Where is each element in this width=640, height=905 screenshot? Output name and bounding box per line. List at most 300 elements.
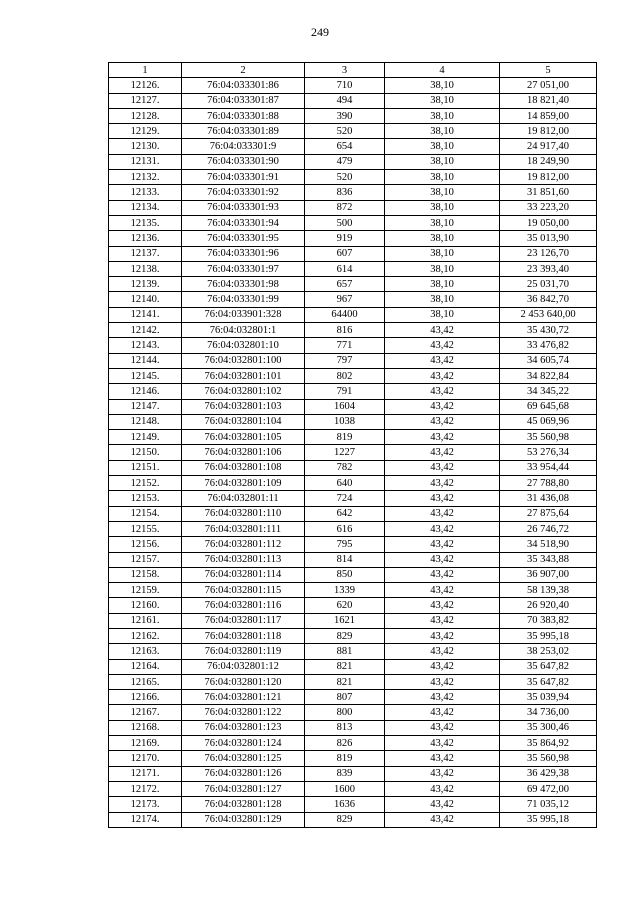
cadastral-number-cell: 76:04:032801:111 [182,521,305,536]
cadastral-number-cell: 76:04:033301:90 [182,154,305,169]
row-number-cell: 12127. [109,93,182,108]
cadastral-number-cell: 76:04:032801:108 [182,460,305,475]
area-cell: 64400 [305,307,385,322]
table-row [109,751,597,766]
value-cell: 35 430,72 [500,323,597,338]
rate-cell: 38,10 [385,154,500,169]
cadastral-number-cell: 76:04:032801:127 [182,781,305,796]
row-number-cell: 12161. [109,613,182,628]
cadastral-number-cell: 76:04:032801:112 [182,537,305,552]
cadastral-number-cell: 76:04:032801:109 [182,476,305,491]
row-number-cell: 12129. [109,124,182,139]
table-row [109,261,597,276]
cadastral-number-cell: 76:04:032801:121 [182,690,305,705]
rate-cell: 38,10 [385,292,500,307]
row-number-cell: 12165. [109,674,182,689]
table-row [109,506,597,521]
cadastral-number-cell: 76:04:032801:100 [182,353,305,368]
table-row [109,720,597,735]
table-row [109,674,597,689]
area-cell: 816 [305,323,385,338]
rate-cell: 38,10 [385,261,500,276]
rate-cell: 38,10 [385,124,500,139]
cadastral-number-cell: 76:04:033301:99 [182,292,305,307]
area-cell: 800 [305,705,385,720]
table-row [109,613,597,628]
rate-cell: 43,42 [385,476,500,491]
area-cell: 826 [305,736,385,751]
rate-cell: 43,42 [385,736,500,751]
area-cell: 520 [305,124,385,139]
value-cell: 33 223,20 [500,200,597,215]
cadastral-number-cell: 76:04:032801:116 [182,598,305,613]
value-cell: 27 875,64 [500,506,597,521]
value-cell: 35 560,98 [500,430,597,445]
table-row [109,292,597,307]
table-row [109,185,597,200]
area-cell: 821 [305,674,385,689]
cadastral-number-cell: 76:04:033301:94 [182,215,305,230]
table-row [109,705,597,720]
value-cell: 35 560,98 [500,751,597,766]
area-cell: 614 [305,261,385,276]
row-number-cell: 12159. [109,583,182,598]
row-number-cell: 12153. [109,491,182,506]
row-number-cell: 12142. [109,323,182,338]
table-row [109,414,597,429]
value-cell: 35 995,18 [500,628,597,643]
table-row [109,628,597,643]
row-number-cell: 12135. [109,215,182,230]
value-cell: 27 788,80 [500,476,597,491]
value-cell: 35 300,46 [500,720,597,735]
rate-cell: 43,42 [385,781,500,796]
cadastral-number-cell: 76:04:033301:95 [182,231,305,246]
value-cell: 36 429,38 [500,766,597,781]
row-number-cell: 12134. [109,200,182,215]
rate-cell: 43,42 [385,537,500,552]
area-cell: 520 [305,170,385,185]
area-cell: 795 [305,537,385,552]
cadastral-number-cell: 76:04:032801:128 [182,797,305,812]
area-cell: 1621 [305,613,385,628]
value-cell: 53 276,34 [500,445,597,460]
rate-cell: 38,10 [385,185,500,200]
rate-cell: 43,42 [385,414,500,429]
area-cell: 1227 [305,445,385,460]
row-number-cell: 12166. [109,690,182,705]
table-row [109,323,597,338]
value-cell: 25 031,70 [500,277,597,292]
rate-cell: 43,42 [385,705,500,720]
row-number-cell: 12145. [109,368,182,383]
table-row [109,690,597,705]
area-cell: 829 [305,812,385,827]
rate-cell: 43,42 [385,491,500,506]
rate-cell: 43,42 [385,323,500,338]
value-cell: 35 039,94 [500,690,597,705]
rate-cell: 43,42 [385,353,500,368]
area-cell: 819 [305,751,385,766]
rate-cell: 43,42 [385,583,500,598]
rate-cell: 38,10 [385,200,500,215]
value-cell: 18 821,40 [500,93,597,108]
table-row [109,215,597,230]
area-cell: 607 [305,246,385,261]
cadastral-number-cell: 76:04:033301:96 [182,246,305,261]
table-row [109,766,597,781]
row-number-cell: 12143. [109,338,182,353]
cadastral-number-cell: 76:04:032801:106 [182,445,305,460]
cadastral-number-cell: 76:04:032801:115 [182,583,305,598]
value-cell: 34 345,22 [500,384,597,399]
table-row [109,246,597,261]
row-number-cell: 12163. [109,644,182,659]
rate-cell: 38,10 [385,277,500,292]
row-number-cell: 12171. [109,766,182,781]
area-cell: 881 [305,644,385,659]
area-cell: 813 [305,720,385,735]
rate-cell: 43,42 [385,368,500,383]
area-cell: 829 [305,628,385,643]
row-number-cell: 12174. [109,812,182,827]
row-number-cell: 12160. [109,598,182,613]
value-cell: 35 995,18 [500,812,597,827]
table-row [109,781,597,796]
value-cell: 2 453 640,00 [500,307,597,322]
area-cell: 620 [305,598,385,613]
header-cell-1: 1 [109,63,182,78]
rate-cell: 38,10 [385,231,500,246]
cadastral-number-cell: 76:04:032801:104 [182,414,305,429]
cadastral-number-cell: 76:04:032801:105 [182,430,305,445]
row-number-cell: 12148. [109,414,182,429]
rate-cell: 38,10 [385,93,500,108]
row-number-cell: 12157. [109,552,182,567]
value-cell: 36 907,00 [500,567,597,582]
cadastral-number-cell: 76:04:032801:120 [182,674,305,689]
value-cell: 58 139,38 [500,583,597,598]
area-cell: 500 [305,215,385,230]
value-cell: 35 013,90 [500,231,597,246]
value-cell: 35 864,92 [500,736,597,751]
rate-cell: 43,42 [385,690,500,705]
table-row [109,521,597,536]
value-cell: 34 736,00 [500,705,597,720]
row-number-cell: 12144. [109,353,182,368]
cadastral-number-cell: 76:04:032801:119 [182,644,305,659]
cadastral-number-cell: 76:04:032801:126 [182,766,305,781]
table-row [109,170,597,185]
rate-cell: 43,42 [385,399,500,414]
value-cell: 31 436,08 [500,491,597,506]
row-number-cell: 12146. [109,384,182,399]
cadastral-number-cell: 76:04:032801:117 [182,613,305,628]
cadastral-number-cell: 76:04:032801:12 [182,659,305,674]
table-row [109,460,597,475]
cadastral-number-cell: 76:04:032801:125 [182,751,305,766]
row-number-cell: 12137. [109,246,182,261]
area-cell: 1636 [305,797,385,812]
page-number: 249 [311,25,329,39]
cadastral-number-cell: 76:04:033901:328 [182,307,305,322]
cadastral-number-cell: 76:04:032801:11 [182,491,305,506]
table-row [109,307,597,322]
area-cell: 710 [305,78,385,93]
area-cell: 640 [305,476,385,491]
cadastral-number-cell: 76:04:033301:91 [182,170,305,185]
table-row [109,797,597,812]
row-number-cell: 12150. [109,445,182,460]
area-cell: 802 [305,368,385,383]
row-number-cell: 12158. [109,567,182,582]
value-cell: 70 383,82 [500,613,597,628]
rate-cell: 38,10 [385,170,500,185]
cadastral-number-cell: 76:04:033301:88 [182,108,305,123]
value-cell: 33 954,44 [500,460,597,475]
area-cell: 724 [305,491,385,506]
value-cell: 34 605,74 [500,353,597,368]
row-number-cell: 12140. [109,292,182,307]
header-cell-4: 4 [385,63,500,78]
table-row [109,124,597,139]
table-row [109,399,597,414]
rate-cell: 43,42 [385,797,500,812]
value-cell: 26 920,40 [500,598,597,613]
rate-cell: 43,42 [385,445,500,460]
value-cell: 38 253,02 [500,644,597,659]
table-header-row [109,63,597,78]
row-number-cell: 12138. [109,261,182,276]
row-number-cell: 12128. [109,108,182,123]
area-cell: 919 [305,231,385,246]
table-row [109,736,597,751]
rate-cell: 43,42 [385,552,500,567]
area-cell: 839 [305,766,385,781]
area-cell: 390 [305,108,385,123]
rate-cell: 43,42 [385,766,500,781]
rate-cell: 43,42 [385,751,500,766]
row-number-cell: 12136. [109,231,182,246]
row-number-cell: 12151. [109,460,182,475]
value-cell: 23 393,40 [500,261,597,276]
rate-cell: 38,10 [385,139,500,154]
value-cell: 69 645,68 [500,399,597,414]
cadastral-number-cell: 76:04:032801:124 [182,736,305,751]
value-cell: 19 812,00 [500,170,597,185]
area-cell: 657 [305,277,385,292]
table-row [109,139,597,154]
area-cell: 479 [305,154,385,169]
cadastral-number-cell: 76:04:033301:87 [182,93,305,108]
header-cell-5: 5 [500,63,597,78]
area-cell: 494 [305,93,385,108]
row-number-cell: 12172. [109,781,182,796]
rate-cell: 43,42 [385,430,500,445]
value-cell: 27 051,00 [500,78,597,93]
row-number-cell: 12156. [109,537,182,552]
rate-cell: 43,42 [385,613,500,628]
value-cell: 31 851,60 [500,185,597,200]
area-cell: 967 [305,292,385,307]
table-row [109,567,597,582]
area-cell: 872 [305,200,385,215]
rate-cell: 38,10 [385,78,500,93]
table-row [109,644,597,659]
rate-cell: 43,42 [385,506,500,521]
table-row [109,537,597,552]
row-number-cell: 12155. [109,521,182,536]
row-number-cell: 12147. [109,399,182,414]
cadastral-number-cell: 76:04:032801:114 [182,567,305,582]
row-number-cell: 12162. [109,628,182,643]
area-cell: 819 [305,430,385,445]
table-row [109,368,597,383]
area-cell: 1339 [305,583,385,598]
area-cell: 821 [305,659,385,674]
area-cell: 642 [305,506,385,521]
row-number-cell: 12149. [109,430,182,445]
cadastral-number-cell: 76:04:032801:1 [182,323,305,338]
row-number-cell: 12141. [109,307,182,322]
rate-cell: 38,10 [385,215,500,230]
table-row [109,154,597,169]
value-cell: 45 069,96 [500,414,597,429]
cadastral-number-cell: 76:04:033301:89 [182,124,305,139]
rate-cell: 43,42 [385,598,500,613]
row-number-cell: 12132. [109,170,182,185]
rate-cell: 43,42 [385,674,500,689]
cadastral-number-cell: 76:04:032801:10 [182,338,305,353]
value-cell: 14 859,00 [500,108,597,123]
row-number-cell: 12170. [109,751,182,766]
rate-cell: 38,10 [385,246,500,261]
value-cell: 19 812,00 [500,124,597,139]
table-row [109,231,597,246]
table-row [109,552,597,567]
cadastral-number-cell: 76:04:033301:86 [182,78,305,93]
cadastral-number-cell: 76:04:033301:97 [182,261,305,276]
cadastral-number-cell: 76:04:033301:98 [182,277,305,292]
table-row [109,93,597,108]
table-body [109,63,597,828]
row-number-cell: 12173. [109,797,182,812]
table-row [109,659,597,674]
rate-cell: 43,42 [385,521,500,536]
value-cell: 35 343,88 [500,552,597,567]
rate-cell: 43,42 [385,338,500,353]
row-number-cell: 12167. [109,705,182,720]
value-cell: 18 249,90 [500,154,597,169]
value-cell: 34 518,90 [500,537,597,552]
table-row [109,277,597,292]
rate-cell: 43,42 [385,644,500,659]
table-row [109,108,597,123]
row-number-cell: 12169. [109,736,182,751]
rate-cell: 43,42 [385,628,500,643]
area-cell: 850 [305,567,385,582]
data-table [108,62,597,828]
value-cell: 36 842,70 [500,292,597,307]
value-cell: 34 822,84 [500,368,597,383]
value-cell: 71 035,12 [500,797,597,812]
table-row [109,812,597,827]
row-number-cell: 12126. [109,78,182,93]
table-row [109,476,597,491]
rate-cell: 43,42 [385,720,500,735]
rate-cell: 38,10 [385,307,500,322]
area-cell: 771 [305,338,385,353]
cadastral-number-cell: 76:04:032801:110 [182,506,305,521]
cadastral-number-cell: 76:04:032801:118 [182,628,305,643]
row-number-cell: 12152. [109,476,182,491]
rate-cell: 43,42 [385,384,500,399]
cadastral-number-cell: 76:04:033301:92 [182,185,305,200]
table-row [109,384,597,399]
rate-cell: 43,42 [385,460,500,475]
row-number-cell: 12164. [109,659,182,674]
area-cell: 797 [305,353,385,368]
table-row [109,598,597,613]
area-cell: 807 [305,690,385,705]
rate-cell: 38,10 [385,108,500,123]
value-cell: 33 476,82 [500,338,597,353]
value-cell: 24 917,40 [500,139,597,154]
area-cell: 1600 [305,781,385,796]
cadastral-number-cell: 76:04:032801:102 [182,384,305,399]
header-cell-3: 3 [305,63,385,78]
area-cell: 654 [305,139,385,154]
rate-cell: 43,42 [385,567,500,582]
rate-cell: 43,42 [385,812,500,827]
value-cell: 35 647,82 [500,674,597,689]
rate-cell: 43,42 [385,659,500,674]
cadastral-number-cell: 76:04:033301:93 [182,200,305,215]
table-row [109,78,597,93]
area-cell: 616 [305,521,385,536]
cadastral-number-cell: 76:04:032801:103 [182,399,305,414]
area-cell: 1604 [305,399,385,414]
area-cell: 1038 [305,414,385,429]
row-number-cell: 12133. [109,185,182,200]
row-number-cell: 12130. [109,139,182,154]
table-row [109,491,597,506]
area-cell: 814 [305,552,385,567]
cadastral-number-cell: 76:04:032801:101 [182,368,305,383]
table-row [109,430,597,445]
area-cell: 791 [305,384,385,399]
table-row [109,353,597,368]
value-cell: 23 126,70 [500,246,597,261]
cadastral-number-cell: 76:04:032801:122 [182,705,305,720]
row-number-cell: 12139. [109,277,182,292]
cadastral-number-cell: 76:04:032801:113 [182,552,305,567]
table-row [109,445,597,460]
table-row [109,200,597,215]
value-cell: 19 050,00 [500,215,597,230]
table-row [109,583,597,598]
table-row [109,338,597,353]
row-number-cell: 12154. [109,506,182,521]
area-cell: 782 [305,460,385,475]
cadastral-number-cell: 76:04:032801:129 [182,812,305,827]
cadastral-number-cell: 76:04:032801:123 [182,720,305,735]
value-cell: 26 746,72 [500,521,597,536]
header-cell-2: 2 [182,63,305,78]
row-number-cell: 12131. [109,154,182,169]
value-cell: 35 647,82 [500,659,597,674]
cadastral-number-cell: 76:04:033301:9 [182,139,305,154]
